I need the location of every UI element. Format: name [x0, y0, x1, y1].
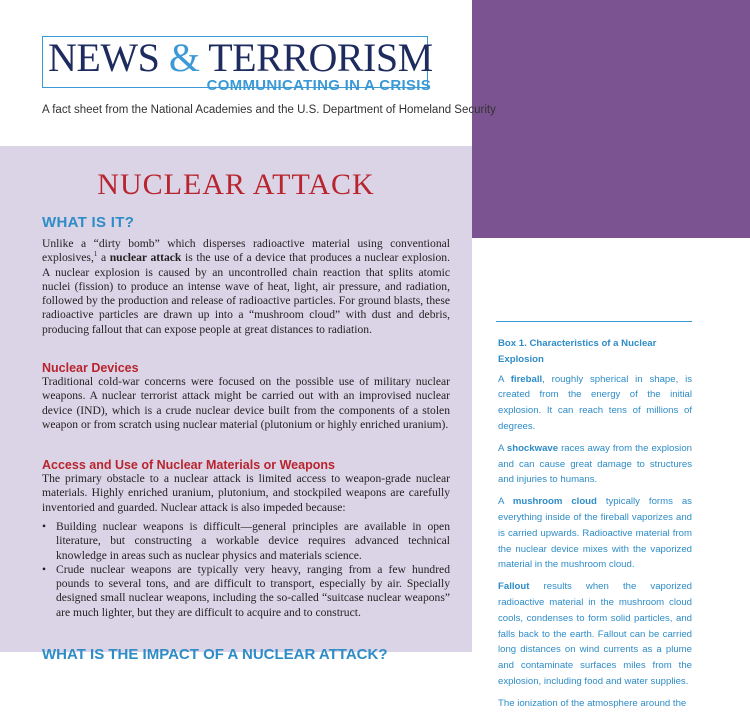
box-top-rule [496, 321, 692, 322]
logo-title [48, 35, 433, 80]
box-item-shockwave: A shockwave races away from the explosion and can cause great damage to structures and injuries to humans. [498, 442, 692, 486]
box-item-ionization: The ionization of the atmosphere around the [498, 697, 687, 709]
box-title: Box 1. Characteristics of a Nuclear Explosion [498, 338, 657, 365]
sidebar-box [498, 336, 692, 718]
logo-terrorism: TERRORISM [208, 35, 433, 80]
box-item-fireball: A fireball, roughly spherical in shape, is created from the energy of the initial explosion. It can reach tens of millions of degrees. [498, 373, 692, 432]
document-title: NUCLEAR ATTACK [97, 168, 375, 201]
devices-paragraph: Traditional cold-war concerns were focused on the possible use of military nuclear weapons. A nuclear terrorist attack might be carried out with an improvised nuclear device (IND), which is a crude nuclear device built from the components of a stolen weapon or from scratch using nuclear material (plutonium or highly enriched uranium). [42, 375, 450, 431]
bullet-item: • Crude nuclear weapons are typically very heavy, ranging from a few hundred pounds to several tons, and are difficult to transport, especially by air. Specially designed small nuclear weapons, including the so-called “suitcase nuclear weapons” are much lighter, but they are difficult to acquire and to construct. [42, 563, 450, 620]
box-item-fallout: Fallout results when the vaporized radioactive material in the mushroom cloud cools, condenses to form solid particles, and falls back to the earth. Fallout can be carried long distances on wind currents as a plume and contaminate surfaces miles from the explosion, including food and water supplies. [498, 581, 692, 687]
intro-text-c: is the use of a device that produces a nuclear explosion. A nuclear explosion is caused by an uncontrolled chain reaction that splits atomic nuclei (fission) to produce an intense wave of heat, light, air pressure, and radiation, followed by the production and release of radioactive particles. For ground blasts, these radioactive particles are drawn up into a “mushroom cloud” with dust and debris, producing fallout that can expose people at great distances to radiation. [42, 251, 450, 336]
bullet-item: • Building nuclear weapons is difficult—general principles are available in open literature, but constructing a workable device requires advanced technical knowledge in areas such as nuclear physics and materials science. [42, 520, 450, 563]
intro-bold-term: nuclear attack [109, 251, 182, 265]
intro-text-b: a [97, 251, 110, 265]
subheading-nuclear-devices: Nuclear Devices [42, 361, 139, 375]
logo-news: NEWS [48, 35, 160, 80]
access-bullet-list [42, 520, 450, 620]
section-heading-impact: WHAT IS THE IMPACT OF A NUCLEAR ATTACK? [42, 646, 388, 663]
access-paragraph: The primary obstacle to a nuclear attack is limited access to weapon-grade nuclear materials. Highly enriched uranium, plutonium, and stockpiled weapons are carefully inventoried and guarded. Nuclear attack is also impeded because: [42, 472, 450, 514]
tagline: A fact sheet from the National Academies and the U.S. Department of Homeland Security [42, 104, 496, 116]
purple-color-block [472, 0, 750, 238]
logo-subtitle: COMMUNICATING IN A CRISIS [206, 77, 431, 94]
box-item-mushroom-cloud: A mushroom cloud typically forms as everything inside of the fireball vaporizes and is carried upwards. Radioactive material from the nuclear device mixes with the vaporized material in the mushroom cloud. [498, 496, 692, 571]
section-heading-what-is-it: WHAT IS IT? [42, 214, 135, 231]
subheading-access-and-use: Access and Use of Nuclear Materials or Weapons [42, 458, 335, 472]
logo-ampersand: & [168, 35, 200, 80]
intro-text-a: Unlike a “dirty bomb” which disperses radioactive material using conventional explosives, [42, 237, 450, 265]
intro-paragraph [42, 237, 450, 337]
footnote-marker: 1 [93, 250, 98, 259]
